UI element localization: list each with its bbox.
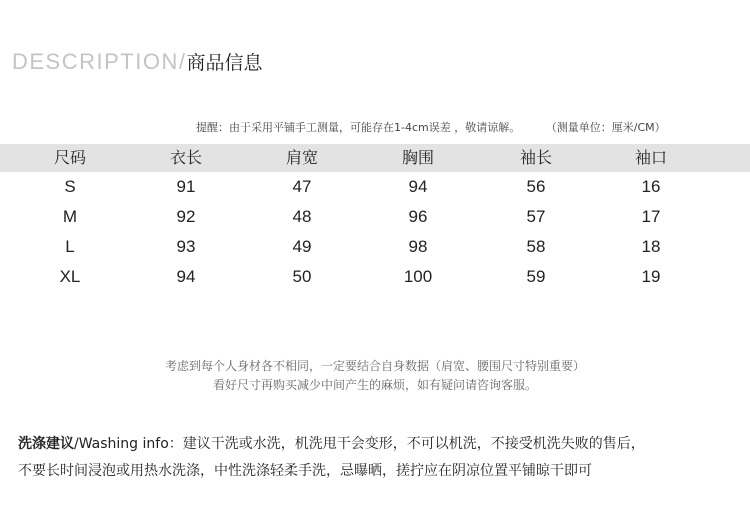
table-cell: 16 [641,177,661,196]
table-cell: 50 [292,267,312,286]
table-cell: 58 [526,237,546,256]
table-cell: 59 [526,267,546,286]
table-cell: S [64,177,76,196]
size-table [0,144,750,292]
table-cell: 91 [176,177,196,196]
size-tip-line-1: 考虑到每个人身材各不相同，一定要结合自身数据（肩宽、腰围尺寸特别重要） [164,359,585,373]
page-title [12,48,262,80]
title-chinese: 商品信息 [186,52,263,74]
table-cell: XL [59,267,81,286]
washing-info-line-1 [18,433,645,453]
measurement-note-text: 提醒：由于采用平铺手工测量，可能存在1-4cm误差 ，敬请谅解。 [196,121,521,134]
size-tip-line-2: 看好尺寸再购买减少中间产生的麻烦，如有疑问请咨询客服。 [212,378,537,392]
table-cell: M [62,207,78,226]
washing-label: 洗涤建议 [18,436,74,452]
header-length: 衣长 [169,148,202,167]
table-cell: 93 [176,237,196,256]
table-cell: 49 [292,237,312,256]
table-cell: 94 [408,177,428,196]
washing-text-1: /Washing info：建议干洗或水洗，机洗甩干会变形，不可以机洗，不接受机洗失败的售后， [74,436,645,452]
title-english: DESCRIPTION/ [12,49,187,74]
table-cell: 94 [176,267,196,286]
table-cell: 92 [176,207,196,226]
table-cell: 47 [292,177,312,196]
table-cell: 48 [292,207,312,226]
table-cell: 57 [526,207,546,226]
table-cell: 18 [641,237,661,256]
table-cell: 100 [403,267,433,286]
measurement-unit: （测量单位：厘米/CM） [545,121,666,134]
header-shoulder: 肩宽 [285,148,318,167]
header-chest: 胸围 [401,148,434,167]
size-table-header [0,144,750,172]
table-cell: 19 [641,267,661,286]
table-row [0,202,750,232]
table-cell: 98 [408,237,428,256]
header-size: 尺码 [53,148,86,167]
table-cell: 96 [408,207,428,226]
header-sleeve: 袖长 [519,148,552,167]
header-cuff: 袖口 [634,148,667,167]
table-row [0,172,750,202]
washing-info-line-2: 不要长时间浸泡或用热水洗涤，中性洗涤轻柔手洗，忌曝晒，搓拧应在阴凉位置平铺晾干即可 [18,463,592,479]
table-row [0,232,750,262]
table-row [0,262,750,292]
table-cell: L [65,237,75,256]
table-cell: 17 [641,207,661,226]
table-cell: 56 [526,177,546,196]
measurement-note [196,119,666,135]
